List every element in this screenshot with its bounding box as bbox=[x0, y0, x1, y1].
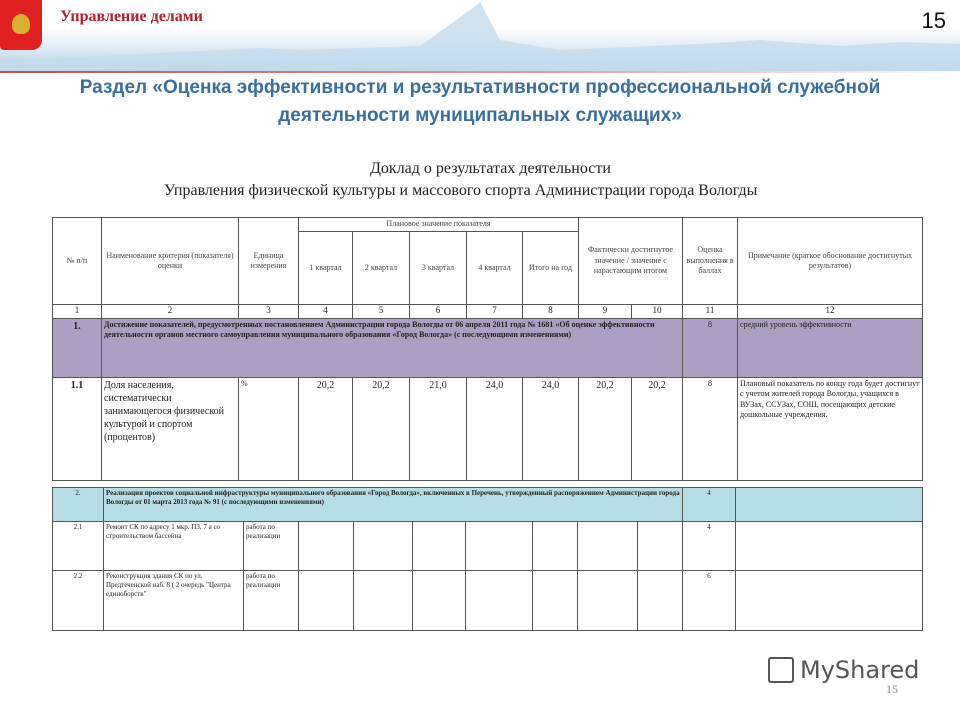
section-score: 8 bbox=[683, 319, 738, 378]
row-unit: работа по реализации bbox=[244, 522, 299, 571]
table-row bbox=[53, 571, 923, 631]
col-number: 2 bbox=[102, 305, 239, 319]
row-value: 21,0 bbox=[410, 378, 467, 481]
watermark-brand: MyShared bbox=[800, 656, 920, 684]
row-name: Ремонт СК по адресу 1 мкр. ПЗ, 7 а со строительством бассейна bbox=[104, 522, 244, 571]
row-value: 20,2 bbox=[579, 378, 632, 481]
presentation-icon bbox=[768, 657, 794, 683]
section-num: 1. bbox=[53, 319, 102, 378]
header-year: Итого на год bbox=[523, 232, 579, 305]
col-number: 1 bbox=[53, 305, 102, 319]
col-number: 10 bbox=[632, 305, 683, 319]
col-number: 12 bbox=[738, 305, 923, 319]
col-number: 3 bbox=[239, 305, 299, 319]
row-value: 24,0 bbox=[523, 378, 579, 481]
slide-title: Раздел «Оценка эффективности и результативности профессиональной служебной деятельности муниципальных служащих» bbox=[79, 77, 881, 126]
watermark-logo bbox=[768, 656, 919, 684]
row-value: 20,2 bbox=[353, 378, 410, 481]
row-num: 2.1 bbox=[53, 522, 104, 571]
section-score: 4 bbox=[683, 488, 736, 522]
row-score: 6 bbox=[683, 571, 736, 631]
section-num: 2. bbox=[53, 488, 104, 522]
row-num: 2.2 bbox=[53, 571, 104, 631]
col-number: 5 bbox=[353, 305, 410, 319]
header-q4: 4 квартал bbox=[467, 232, 523, 305]
header-score: Оценка выполнения в баллах bbox=[683, 218, 738, 305]
table-row bbox=[53, 378, 923, 481]
projects-table bbox=[52, 487, 923, 631]
row-score: 4 bbox=[683, 522, 736, 571]
row-note: Плановый показатель по концу года будет достигнут с учетом жителей города Вологды, учащихся в ВУЗах, ССУЗах, СОШ, посещающих детские дошкольные учреждения. bbox=[738, 378, 923, 481]
header-q1: 1 квартал bbox=[299, 232, 353, 305]
row-value: 20,2 bbox=[299, 378, 353, 481]
divider bbox=[0, 71, 960, 73]
header-num: № п/п bbox=[53, 218, 102, 305]
row-unit: % bbox=[239, 378, 299, 481]
row-value: 24,0 bbox=[467, 378, 523, 481]
row-score: 8 bbox=[683, 378, 738, 481]
page-number: 15 bbox=[921, 8, 946, 33]
results-table bbox=[52, 217, 923, 481]
section-row bbox=[53, 488, 923, 522]
section-text: Реализация проектов социальной инфраструктуры муниципального образования «Город Вологда», включенных в Перечень, утвержденный распоряжением Администрации города Вологды от 01 марта 2013 года № 91 (с последующими изменениями) bbox=[104, 488, 683, 522]
header-note: Примечание (краткое обоснование достигнутых результатов) bbox=[738, 218, 923, 305]
table-row bbox=[53, 522, 923, 571]
coat-of-arms-logo bbox=[0, 0, 42, 50]
header-name: Наименование критерия (показателя) оценки bbox=[102, 218, 239, 305]
row-value: 20,2 bbox=[632, 378, 683, 481]
col-number: 7 bbox=[467, 305, 523, 319]
row-num: 1.1 bbox=[53, 378, 102, 481]
report-title: Доклад о результатах деятельности bbox=[370, 160, 611, 177]
header-fact: Фактически достигнутое значение / значение с нарастающим итогом bbox=[579, 218, 683, 305]
row-name: Доля населения, систематически занимающегося физической культурой и спортом (процентов) bbox=[102, 378, 239, 481]
section-text: Достижение показателей, предусмотренных постановлением Администрации города Вологды от 06 апреля 2011 года № 1681 «Об оценке эффективности деятельности органов местного самоуправления муниципального образования «Город Вологда» (с последующими изменениями) bbox=[102, 319, 683, 378]
header-q2: 2 квартал bbox=[353, 232, 410, 305]
section-row bbox=[53, 319, 923, 378]
report-subtitle: Управления физической культуры и массового спорта Администрации города Вологды bbox=[164, 182, 758, 199]
footer-page-number: 15 bbox=[886, 682, 898, 696]
col-number: 6 bbox=[410, 305, 467, 319]
col-number: 4 bbox=[299, 305, 353, 319]
header-unit: Единица измерения bbox=[239, 218, 299, 305]
org-name: Управление делами bbox=[60, 8, 203, 25]
col-number: 9 bbox=[579, 305, 632, 319]
row-unit: работа по реализации bbox=[244, 571, 299, 631]
col-number: 11 bbox=[683, 305, 738, 319]
section-note: средний уровень эффективности bbox=[738, 319, 923, 378]
col-number: 8 bbox=[523, 305, 579, 319]
header-q3: 3 квартал bbox=[410, 232, 467, 305]
header-plan: Плановое значение показателя bbox=[299, 218, 579, 232]
row-name: Реконструкция здания СК по ул. Предтеченской наб. 8 ( 2 очередь "Центра единоборств" bbox=[104, 571, 244, 631]
